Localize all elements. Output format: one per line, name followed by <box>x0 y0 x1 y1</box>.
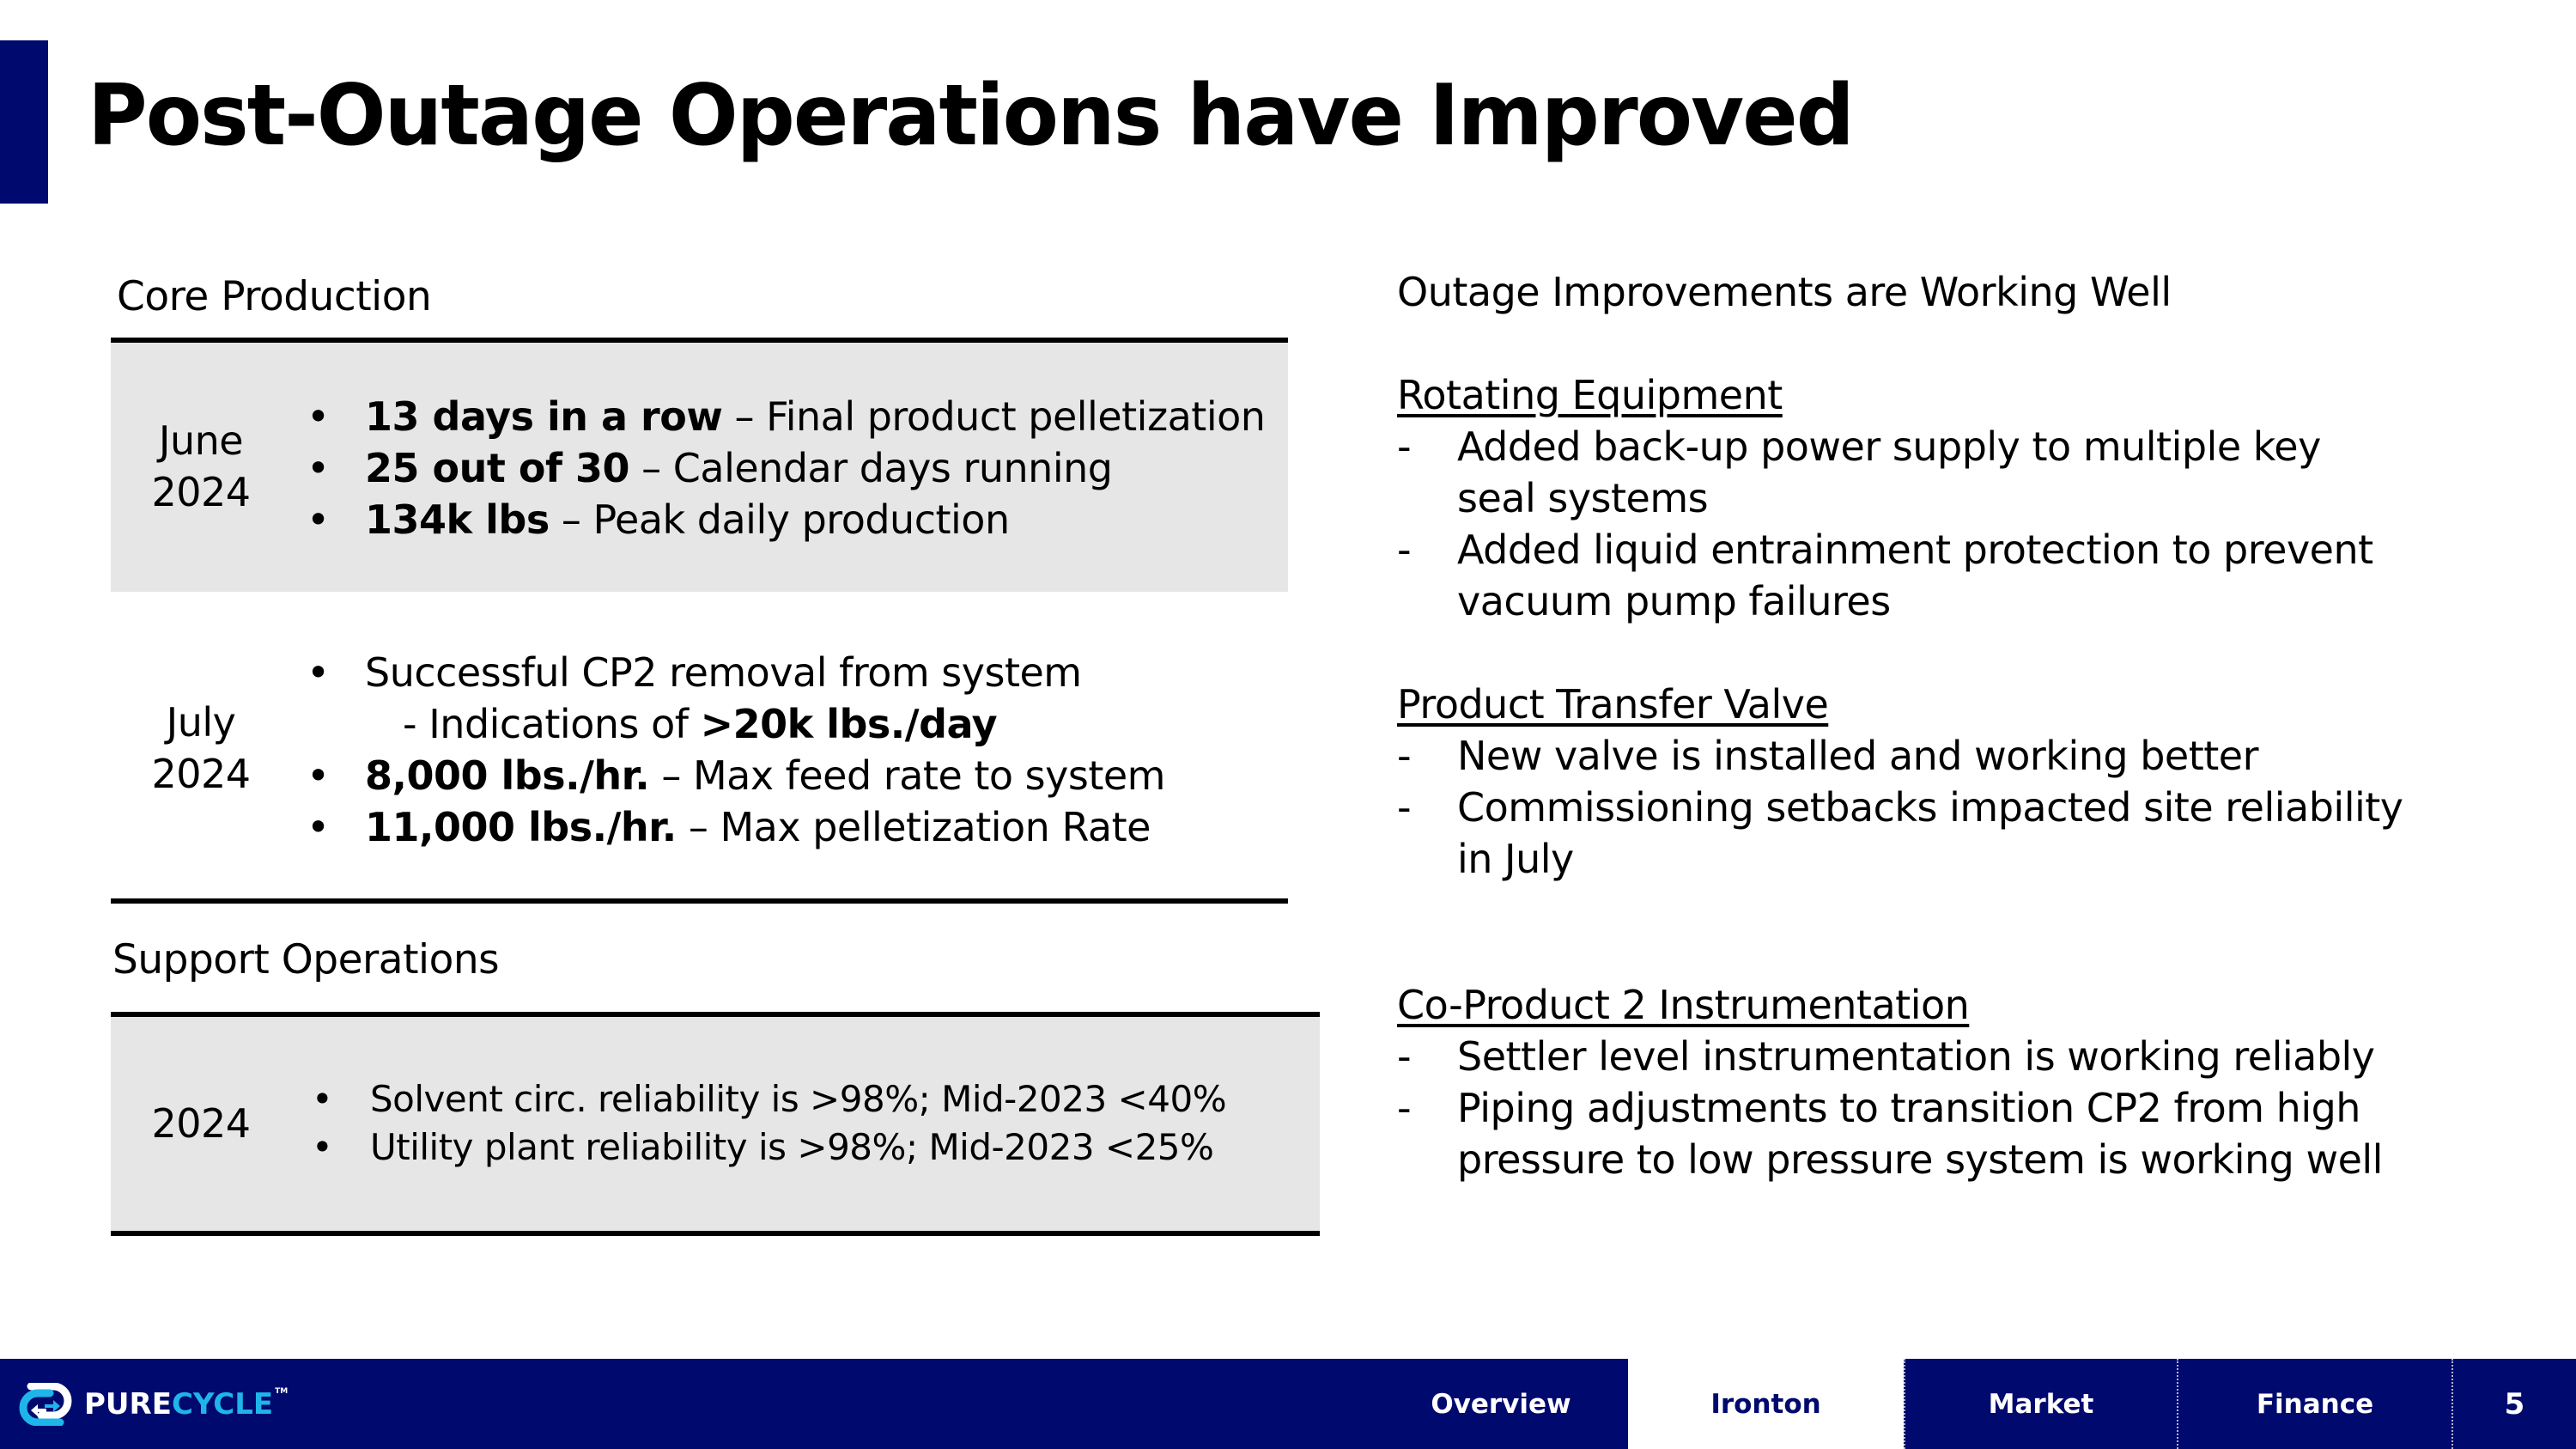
section-title-product-transfer-valve: Product Transfer Valve <box>1397 681 1829 728</box>
logo-trademark: TM <box>275 1387 289 1396</box>
date-year: 2024 <box>151 469 251 515</box>
bullet-text: Utility plant reliability is >98%; Mid-2023 <25% <box>370 1126 1214 1168</box>
bullet-icon: • <box>312 1126 333 1168</box>
date-month: July <box>166 699 236 746</box>
list-item <box>1397 421 2470 524</box>
item-line: Added liquid entrainment protection to prevent <box>1457 527 2373 573</box>
bullet-text: Solvent circ. reliability is >98%; Mid-2023 <40% <box>370 1078 1227 1120</box>
list-item <box>307 442 1265 494</box>
footer-nav-bar <box>0 1359 2576 1449</box>
list-item <box>1397 1031 2470 1082</box>
improvements-panel <box>1397 266 2470 1185</box>
support-operations-label: Support Operations <box>112 936 500 983</box>
bullet-bold: 25 out of 30 <box>365 445 630 491</box>
purecycle-logo-icon <box>19 1383 72 1426</box>
item-line: New valve is installed and working better <box>1457 733 2258 779</box>
table-row-2024-bullets <box>312 1075 1226 1172</box>
bullet-icon: • <box>307 393 330 440</box>
title-accent-bar <box>0 40 48 204</box>
list-item <box>1397 524 2470 627</box>
bullet-bold: 13 days in a row <box>365 393 723 440</box>
dash-icon: - <box>1397 527 1412 573</box>
date-month: June <box>158 417 244 464</box>
list-item <box>307 801 1165 853</box>
list-item <box>312 1075 1226 1123</box>
dash-icon: - <box>1397 1085 1412 1131</box>
item-line: Settler level instrumentation is working reliably <box>1457 1033 2375 1080</box>
table-row-june-bullets <box>307 391 1265 545</box>
bullet-icon: • <box>307 649 330 696</box>
nav-tab-finance[interactable]: Finance <box>2177 1359 2451 1449</box>
core-production-table <box>111 338 1288 903</box>
table-row-june-date <box>111 415 291 518</box>
table-row-july-date <box>111 697 291 800</box>
item-line: Piping adjustments to transition CP2 from high <box>1457 1085 2360 1131</box>
logo-wordmark <box>84 1387 288 1422</box>
dash-icon: - <box>1397 733 1412 779</box>
item-line: Added back-up power supply to multiple key <box>1457 423 2321 470</box>
table-row-2024-date: 2024 <box>151 1100 251 1147</box>
list-item <box>1397 782 2470 885</box>
list-sub-item <box>307 698 1165 750</box>
logo-cycle-text: CYCLE <box>171 1387 274 1422</box>
table-bottom-border <box>111 898 1288 904</box>
bullet-bold: 11,000 lbs./hr. <box>365 804 677 850</box>
bullet-text: – Max pelletization Rate <box>676 804 1151 850</box>
list-item <box>307 391 1265 442</box>
nav-tab-ironton[interactable]: Ironton <box>1628 1359 1904 1449</box>
dash-icon: - <box>1397 784 1412 831</box>
sub-bullet-bold: >20k lbs./day <box>700 701 998 747</box>
dash-icon: - <box>1397 423 1412 470</box>
bullet-text: – Final product pelletization <box>722 393 1266 440</box>
bullet-icon: • <box>307 445 330 491</box>
purecycle-logo[interactable] <box>19 1383 288 1426</box>
bullet-text: – Peak daily production <box>549 496 1010 543</box>
item-line: seal systems <box>1457 475 1709 521</box>
page-title: Post-Outage Operations have Improved <box>88 67 1853 165</box>
list-item <box>307 647 1165 698</box>
core-production-label: Core Production <box>117 273 432 320</box>
page-number: 5 <box>2451 1359 2576 1449</box>
bullet-bold: 134k lbs <box>365 496 550 543</box>
bullet-text: – Max feed rate to system <box>649 752 1165 799</box>
bullet-text: – Calendar days running <box>629 445 1113 491</box>
bullet-text: Successful CP2 removal from system <box>365 649 1082 696</box>
item-line: Commissioning setbacks impacted site reliability <box>1457 784 2403 831</box>
sub-bullet-text: - Indications of <box>403 701 701 747</box>
bullet-icon: • <box>307 496 330 543</box>
list-item <box>1397 730 2470 782</box>
list-item <box>312 1123 1226 1172</box>
nav-tab-market[interactable]: Market <box>1904 1359 2177 1449</box>
section-title-rotating-equipment: Rotating Equipment <box>1397 372 1783 418</box>
list-item <box>307 494 1265 545</box>
table-row-july-bullets <box>307 647 1165 853</box>
nav-tab-overview[interactable]: Overview <box>1431 1388 1571 1420</box>
dash-icon: - <box>1397 1033 1412 1080</box>
item-line: in July <box>1457 836 1574 882</box>
table-bottom-border <box>111 1231 1320 1236</box>
improvements-heading: Outage Improvements are Working Well <box>1397 269 2172 315</box>
item-line: pressure to low pressure system is working well <box>1457 1136 2383 1183</box>
list-item <box>1397 1082 2470 1185</box>
section-title-co-product-2-instrumentation: Co-Product 2 Instrumentation <box>1397 982 1970 1028</box>
bullet-bold: 8,000 lbs./hr. <box>365 752 650 799</box>
bullet-icon: • <box>312 1078 333 1120</box>
item-line: vacuum pump failures <box>1457 578 1891 624</box>
support-operations-table <box>111 1012 1320 1236</box>
bullet-icon: • <box>307 804 330 850</box>
date-year: 2024 <box>151 751 251 797</box>
list-item <box>307 750 1165 801</box>
logo-pure-text: PURE <box>84 1387 172 1422</box>
bullet-icon: • <box>307 752 330 799</box>
